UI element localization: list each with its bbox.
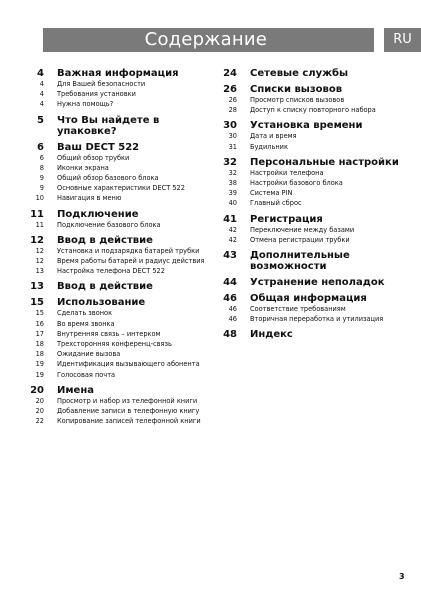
toc-section-title: Установка времени xyxy=(250,120,363,132)
toc-item-title: Главный сброс xyxy=(250,199,302,208)
toc-item[interactable] xyxy=(213,225,413,235)
toc-item-title: Настройка телефона DECT 522 xyxy=(57,267,165,276)
toc-item[interactable] xyxy=(20,220,210,230)
toc-item-page: 11 xyxy=(35,220,44,229)
toc-item-page: 32 xyxy=(228,168,237,177)
toc-section-title: Сетевые службы xyxy=(250,68,349,79)
toc-item-page: 12 xyxy=(35,246,44,255)
toc-item-title: Переключение между базами xyxy=(250,225,355,234)
toc-item[interactable] xyxy=(20,416,210,426)
toc-section-title: Общая информация xyxy=(250,293,367,305)
toc-section-title: Использование xyxy=(57,297,146,309)
toc-item[interactable] xyxy=(20,183,210,193)
toc-item[interactable] xyxy=(213,95,413,105)
toc-section-title: Ваш DECT 522 xyxy=(57,141,140,153)
toc-item-title: Отмена регистрации трубки xyxy=(250,235,350,244)
toc-item-title: Требования установки xyxy=(57,90,136,99)
toc-item[interactable] xyxy=(20,163,210,173)
toc-section-page: 20 xyxy=(30,384,44,396)
toc-section-title: Устранение неполадок xyxy=(250,277,385,289)
toc-section-page: 13 xyxy=(30,281,44,293)
toc-item-page: 4 xyxy=(39,100,44,109)
toc-section-title: Важная информация xyxy=(57,68,179,79)
toc-item-page: 39 xyxy=(228,189,237,198)
toc-item[interactable] xyxy=(213,105,413,115)
toc-item-page: 18 xyxy=(35,350,44,359)
toc-item-page: 20 xyxy=(35,396,44,405)
toc-item-title: Для Вашей безопасности xyxy=(57,80,146,88)
toc-section[interactable] xyxy=(20,235,210,246)
toc-section[interactable] xyxy=(20,281,210,292)
toc-item[interactable] xyxy=(20,99,210,109)
toc-item-title: Настройки телефона xyxy=(250,168,324,177)
toc-section-title: Имена xyxy=(57,384,94,396)
toc-item-title: Навигация в меню xyxy=(57,194,122,203)
toc-item-title: Просмотр списков вызовов xyxy=(250,96,345,104)
toc-section-page: 30 xyxy=(223,120,237,132)
toc-item-title: Основные характеристики DECT 522 xyxy=(57,184,185,193)
toc-section-title: Списки вызовов xyxy=(250,84,343,95)
toc-item-page: 9 xyxy=(39,184,44,193)
toc-section[interactable] xyxy=(20,297,210,308)
toc-section[interactable] xyxy=(20,115,210,137)
toc-item-title: Нужна помощь? xyxy=(57,100,114,109)
toc-item[interactable] xyxy=(213,188,413,198)
toc-section-page: 32 xyxy=(223,156,237,168)
toc-item-page: 46 xyxy=(228,315,237,324)
toc-item[interactable] xyxy=(213,235,413,245)
toc-item-page: 28 xyxy=(228,106,237,115)
toc-item[interactable] xyxy=(20,319,210,329)
toc-left-column xyxy=(20,68,210,426)
toc-item-page: 12 xyxy=(35,257,44,266)
toc-item-title: Трехсторонняя конференц-связь xyxy=(57,340,172,349)
toc-item-page: 38 xyxy=(228,179,237,188)
toc-item-title: Сделать звонок xyxy=(57,309,113,318)
toc-item-title: Ожидание вызова xyxy=(57,350,121,359)
toc-item[interactable] xyxy=(20,349,210,359)
toc-item-title: Идентификация вызывающего абонента xyxy=(57,360,200,369)
toc-section-page: 6 xyxy=(37,141,44,153)
toc-item-page: 6 xyxy=(39,153,44,162)
toc-section[interactable] xyxy=(213,120,413,131)
toc-item-page: 8 xyxy=(39,163,44,172)
toc-section-title: Индекс xyxy=(250,329,293,341)
toc-item-title: Общий обзор трубки xyxy=(57,153,130,162)
toc-item-page: 42 xyxy=(228,225,237,234)
toc-item-title: Время работы батарей и радиус действия xyxy=(57,257,205,266)
toc-item[interactable] xyxy=(213,131,413,141)
toc-item[interactable] xyxy=(20,370,210,380)
toc-item[interactable] xyxy=(20,173,210,183)
toc-item[interactable] xyxy=(213,304,413,314)
toc-section[interactable] xyxy=(213,293,413,304)
toc-item-page: 4 xyxy=(39,80,44,88)
toc-item-title: Добавление записи в телефонную книгу xyxy=(57,407,200,416)
toc-section-page: 12 xyxy=(30,234,44,246)
toc-item-title: Будильник xyxy=(250,142,288,151)
toc-item-title: Внутренняя связь – интерком xyxy=(57,329,161,338)
toc-item[interactable] xyxy=(213,178,413,188)
toc-section-page: 5 xyxy=(37,114,44,126)
toc-item[interactable] xyxy=(20,308,210,318)
toc-item[interactable] xyxy=(20,193,210,203)
toc-section-title: Ввод в действие xyxy=(57,281,153,293)
toc-section[interactable] xyxy=(213,68,413,79)
toc-item[interactable] xyxy=(20,266,210,276)
toc-item-page: 22 xyxy=(35,417,44,426)
toc-item-title: Доступ к списку повторного набора xyxy=(250,106,376,115)
toc-item-title: Установка и подзарядка батарей трубки xyxy=(57,246,200,255)
toc-item-page: 30 xyxy=(228,132,237,141)
toc-section[interactable] xyxy=(20,142,210,153)
toc-item-page: 31 xyxy=(228,142,237,151)
toc-item[interactable] xyxy=(20,89,210,99)
toc-item-title: Соответствие требованиям xyxy=(250,305,346,314)
toc-item-page: 18 xyxy=(35,340,44,349)
toc-section-title: Регистрация xyxy=(250,213,323,225)
toc-section[interactable] xyxy=(213,214,413,225)
toc-section-page: 11 xyxy=(30,208,44,220)
toc-section[interactable] xyxy=(20,209,210,220)
toc-section[interactable] xyxy=(213,329,413,340)
toc-item-page: 19 xyxy=(35,360,44,369)
toc-item[interactable] xyxy=(213,198,413,208)
toc-item-title: Настройки базового блока xyxy=(250,179,343,188)
toc-item-page: 13 xyxy=(35,267,44,276)
toc-item[interactable] xyxy=(213,142,413,152)
toc-item-page: 17 xyxy=(35,329,44,338)
toc-item-page: 20 xyxy=(35,407,44,416)
language-tab: RU xyxy=(384,28,421,52)
toc-section[interactable] xyxy=(213,84,413,95)
toc-item-page: 9 xyxy=(39,174,44,183)
toc-item[interactable] xyxy=(20,339,210,349)
toc-section-page: 15 xyxy=(30,297,44,309)
toc-section[interactable] xyxy=(213,157,413,168)
toc-section[interactable] xyxy=(20,385,210,396)
toc-section-page: 24 xyxy=(223,68,237,79)
toc-section-page: 4 xyxy=(37,68,44,79)
toc-section-page: 44 xyxy=(223,277,237,289)
toc-section-page: 41 xyxy=(223,213,237,225)
toc-item-title: Подключение базового блока xyxy=(57,220,161,229)
toc-section[interactable] xyxy=(20,68,210,79)
toc-section-title: Ввод в действие xyxy=(57,234,153,246)
toc-item-title: Вторичная переработка и утилизация xyxy=(250,315,384,324)
toc-item-page: 15 xyxy=(35,309,44,318)
toc-item-title: Копирование записей телефонной книги xyxy=(57,417,201,426)
page-title-bar xyxy=(43,28,374,52)
toc-item[interactable] xyxy=(20,246,210,256)
toc-item[interactable] xyxy=(213,168,413,178)
toc-item-page: 4 xyxy=(39,90,44,99)
toc-item-page: 26 xyxy=(228,96,237,104)
toc-item[interactable] xyxy=(213,314,413,324)
toc-section-page: 26 xyxy=(223,84,237,95)
toc-item-page: 10 xyxy=(35,194,44,203)
toc-section-title: Подключение xyxy=(57,208,139,220)
toc-section-title: Персональные настройки xyxy=(250,156,399,168)
toc-section-title: Дополнительные возможности xyxy=(250,250,350,273)
toc-right-column xyxy=(213,68,413,340)
toc-item-title: Иконки экрана xyxy=(57,163,109,172)
toc-item[interactable] xyxy=(20,359,210,369)
toc-section-title: Что Вы найдете в упаковке? xyxy=(57,114,160,137)
toc-item[interactable] xyxy=(20,153,210,163)
toc-item[interactable] xyxy=(20,406,210,416)
toc-section[interactable] xyxy=(213,277,413,288)
toc-item[interactable] xyxy=(20,256,210,266)
toc-section-page: 43 xyxy=(223,250,237,262)
toc-item-title: Дата и время xyxy=(250,132,297,141)
toc-item-page: 42 xyxy=(228,235,237,244)
toc-section[interactable] xyxy=(213,250,413,272)
toc-item[interactable] xyxy=(20,329,210,339)
toc-section-page: 48 xyxy=(223,329,237,341)
page-title: Содержание xyxy=(144,29,267,50)
toc-item-page: 19 xyxy=(35,370,44,379)
toc-item[interactable] xyxy=(20,79,210,89)
toc-item[interactable] xyxy=(20,396,210,406)
page-number: 3 xyxy=(399,572,405,581)
toc-item-title: Общий обзор базового блока xyxy=(57,174,159,183)
toc-item-title: Голосовая почта xyxy=(57,370,116,379)
toc-item-page: 40 xyxy=(228,199,237,208)
toc-item-title: Во время звонка xyxy=(57,319,115,328)
toc-item-title: Система PIN xyxy=(250,189,293,198)
toc-item-page: 46 xyxy=(228,305,237,314)
toc-section-page: 46 xyxy=(223,293,237,305)
toc-item-page: 16 xyxy=(35,319,44,328)
toc-item-title: Просмотр и набор из телефонной книги xyxy=(57,396,198,405)
